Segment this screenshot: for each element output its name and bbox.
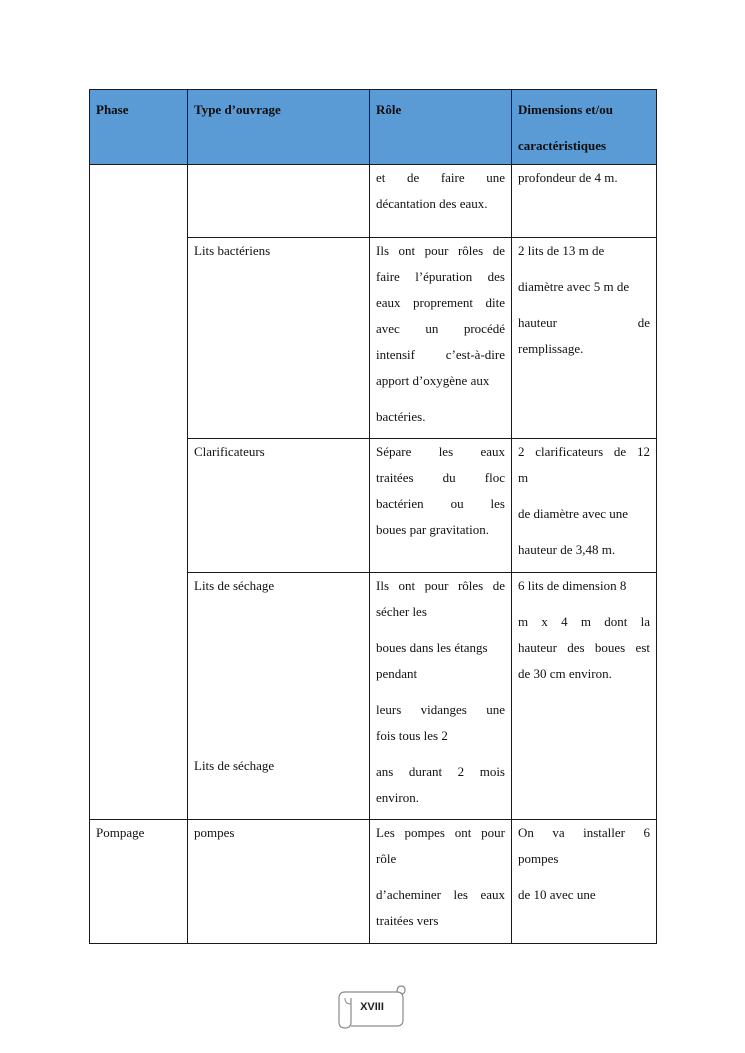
type-cell	[188, 238, 370, 439]
text-line: Lits bactériens	[194, 243, 271, 258]
text-line: pendant	[376, 666, 418, 681]
header-dimensions	[512, 90, 657, 165]
page-number-badge	[337, 984, 407, 1032]
text-line: de 10 avec une	[518, 887, 596, 902]
text-line: Ils ont pour rôles de	[376, 243, 505, 258]
text-line: traitées vers	[376, 913, 439, 928]
dimensions-cell	[512, 165, 657, 238]
phase-cell	[90, 165, 188, 820]
header-phase: Phase	[90, 90, 188, 165]
text-line: m	[518, 470, 529, 485]
phase-cell	[90, 820, 188, 944]
text-line: diamètre avec 5 m de	[518, 279, 630, 294]
text-line: Pompage	[96, 825, 145, 840]
text-line: rôle	[376, 851, 397, 866]
text-line: sécher les	[376, 604, 427, 619]
text-line: de diamètre avec une	[518, 506, 629, 521]
text-line: remplissage.	[518, 341, 584, 356]
text-line: m x 4 m dont la	[518, 614, 650, 629]
text-line: et de faire une	[376, 170, 505, 185]
text-line: ans durant 2 mois	[376, 764, 505, 779]
text-line: hauteur de 3,48 m.	[518, 542, 616, 557]
text-line: Lits de séchage	[194, 758, 275, 773]
role-cell	[370, 439, 512, 573]
text-line: intensif c’est-à-dire	[376, 347, 505, 362]
text-line: pompes	[518, 851, 559, 866]
table-row	[90, 820, 657, 944]
text-line: apport d’oxygène aux	[376, 373, 490, 388]
text-line: d’acheminer les eaux	[376, 887, 505, 902]
text-line: Clarificateurs	[194, 444, 265, 459]
text-line: environ.	[376, 790, 419, 805]
text-line: Ils ont pour rôles de	[376, 578, 505, 593]
text-line: hauteur de	[518, 315, 650, 330]
type-cell	[188, 820, 370, 944]
text-line: boues dans les étangs	[376, 640, 488, 655]
text-line: de 30 cm environ.	[518, 666, 612, 681]
type-cell	[188, 165, 370, 238]
text-line: pompes	[194, 825, 235, 840]
text-line: Les pompes ont pour	[376, 825, 505, 840]
text-line: 2 lits de 13 m de	[518, 243, 605, 258]
text-line: Sépare les eaux	[376, 444, 505, 459]
text-line: fois tous les 2	[376, 728, 448, 743]
text-line: Lits de séchage	[194, 578, 275, 593]
text-line: traitées du floc	[376, 470, 505, 485]
text-line: eaux proprement dite	[376, 295, 505, 310]
text-line: décantation des eaux.	[376, 196, 488, 211]
type-cell	[188, 573, 370, 820]
table-row	[90, 165, 657, 238]
role-cell	[370, 165, 512, 238]
text-line: 6 lits de dimension 8	[518, 578, 627, 593]
dimensions-cell	[512, 238, 657, 439]
text-line: boues par gravitation.	[376, 522, 489, 537]
text-line: faire l’épuration des	[376, 269, 505, 284]
role-cell	[370, 573, 512, 820]
text-line: On va installer 6	[518, 825, 650, 840]
header-role: Rôle	[370, 90, 512, 165]
header-dimensions-line2: caractéristiques	[518, 138, 607, 153]
page-number: XVIII	[360, 1001, 384, 1013]
dimensions-cell	[512, 820, 657, 944]
main-table	[89, 89, 657, 944]
role-cell	[370, 820, 512, 944]
text-line: bactérien ou les	[376, 496, 505, 511]
role-cell	[370, 238, 512, 439]
dimensions-cell	[512, 573, 657, 820]
text-line: hauteur des boues est	[518, 640, 650, 655]
header-type: Type d’ouvrage	[188, 90, 370, 165]
text-line: avec un procédé	[376, 321, 505, 336]
header-row	[90, 90, 657, 165]
text-line: bactéries.	[376, 409, 426, 424]
type-cell	[188, 439, 370, 573]
text-line: leurs vidanges une	[376, 702, 505, 717]
text-line: profondeur de 4 m.	[518, 170, 618, 185]
dimensions-cell	[512, 439, 657, 573]
text-line: 2 clarificateurs de 12	[518, 444, 650, 459]
header-dimensions-line1: Dimensions et/ou	[518, 102, 613, 117]
